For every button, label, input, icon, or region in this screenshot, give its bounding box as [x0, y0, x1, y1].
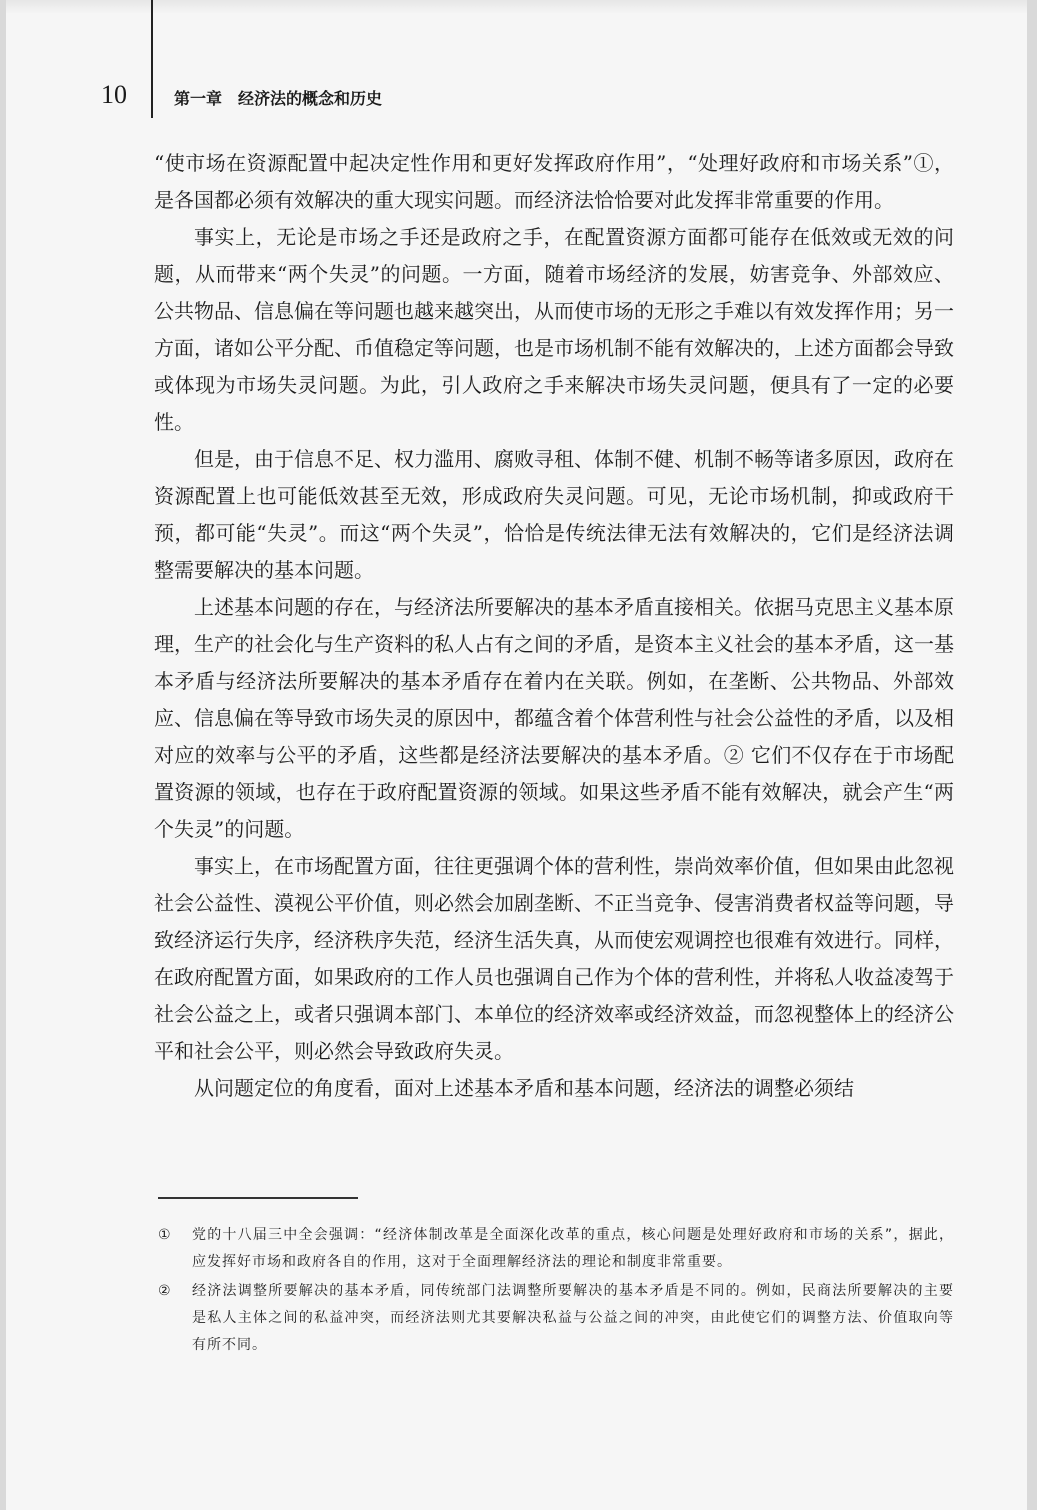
footnote-rule: [158, 1197, 358, 1199]
footnote-text: 经济法调整所要解决的基本矛盾，同传统部门法调整所要解决的基本矛盾是不同的。例如，民商法所要解决的主要是私人主体之间的私益冲突，而经济法则尤其要解决私益与公益之间的冲突，由此使它们的调整方法、价值取向等有所不同。: [192, 1283, 954, 1353]
footnote-mark: ①: [158, 1227, 172, 1243]
paragraph-4: 上述基本问题的存在，与经济法所要解决的基本矛盾直接相关。依据马克思主义基本原理，生产的社会化与生产资料的私人占有之间的矛盾，是资本主义社会的基本矛盾，这一基本矛盾与经济法所要解决的基本矛盾存在着内在关联。例如，在垄断、公共物品、外部效应、信息偏在等导致市场失灵的原因中，都蕴含着个体营利性与社会公益性的矛盾，以及相对应的效率与公平的矛盾，这些都是经济法要解决的基本矛盾。② 它们不仅存在于市场配置资源的领域，也存在于政府配置资源的领域。如果这些矛盾不能有效解决，就会产生“两个失灵”的问题。: [154, 595, 954, 841]
paragraph-6: 从问题定位的角度看，面对上述基本矛盾和基本问题，经济法的调整必须结: [194, 1076, 854, 1100]
footnote-1: [158, 1222, 954, 1276]
body-text: [154, 145, 954, 1107]
page-number: 10: [101, 80, 127, 109]
footnote-text: 党的十八届三中全会强调：“经济体制改革是全面深化改革的重点，核心问题是处理好政府和市场的关系”，据此，应发挥好市场和政府各自的作用，这对于全面理解经济法的理论和制度非常重要。: [192, 1227, 954, 1270]
paragraph-2: 事实上，无论是市场之手还是政府之手，在配置资源方面都可能存在低效或无效的问题，从而带来“两个失灵”的问题。一方面，随着市场经济的发展，妨害竞争、外部效应、公共物品、信息偏在等问题也越来越突出，从而使市场的无形之手难以有效发挥作用；另一方面，诸如公平分配、币值稳定等问题，也是市场机制不能有效解决的，上述方面都会导致或体现为市场失灵问题。为此，引人政府之手来解决市场失灵问题，便具有了一定的必要性。: [154, 225, 954, 434]
footnotes: [158, 1222, 954, 1361]
running-head: 第一章 经济法的概念和历史: [174, 89, 383, 108]
top-shadow: [6, 0, 1027, 14]
book-page: [6, 0, 1027, 1510]
paragraph-3: 但是，由于信息不足、权力滥用、腐败寻租、体制不健、机制不畅等诸多原因，政府在资源配置上也可能低效甚至无效，形成政府失灵问题。可见，无论市场机制，抑或政府干预，都可能“失灵”。而这“两个失灵”，恰恰是传统法律无法有效解决的，它们是经济法调整需要解决的基本问题。: [154, 447, 954, 582]
footnote-mark: ②: [158, 1283, 172, 1299]
paragraph-5: 事实上，在市场配置方面，往往更强调个体的营利性，崇尚效率价值，但如果由此忽视社会公益性、漠视公平价值，则必然会加剧垄断、不正当竞争、侵害消费者权益等问题，导致经济运行失序，经济秩序失范，经济生活失真，从而使宏观调控也很难有效进行。同样，在政府配置方面，如果政府的工作人员也强调自己作为个体的营利性，并将私人收益凌驾于社会公益之上，或者只强调本部门、本单位的经济效率或经济效益，而忽视整体上的经济公平和社会公平，则必然会导致政府失灵。: [154, 854, 954, 1063]
header-vertical-rule: [151, 0, 153, 118]
footnote-2: [158, 1278, 954, 1359]
paragraph-1: “使市场在资源配置中起决定性作用和更好发挥政府作用”，“处理好政府和市场关系”①，是各国都必须有效解决的重大现实问题。而经济法恰恰要对此发挥非常重要的作用。: [154, 151, 954, 212]
